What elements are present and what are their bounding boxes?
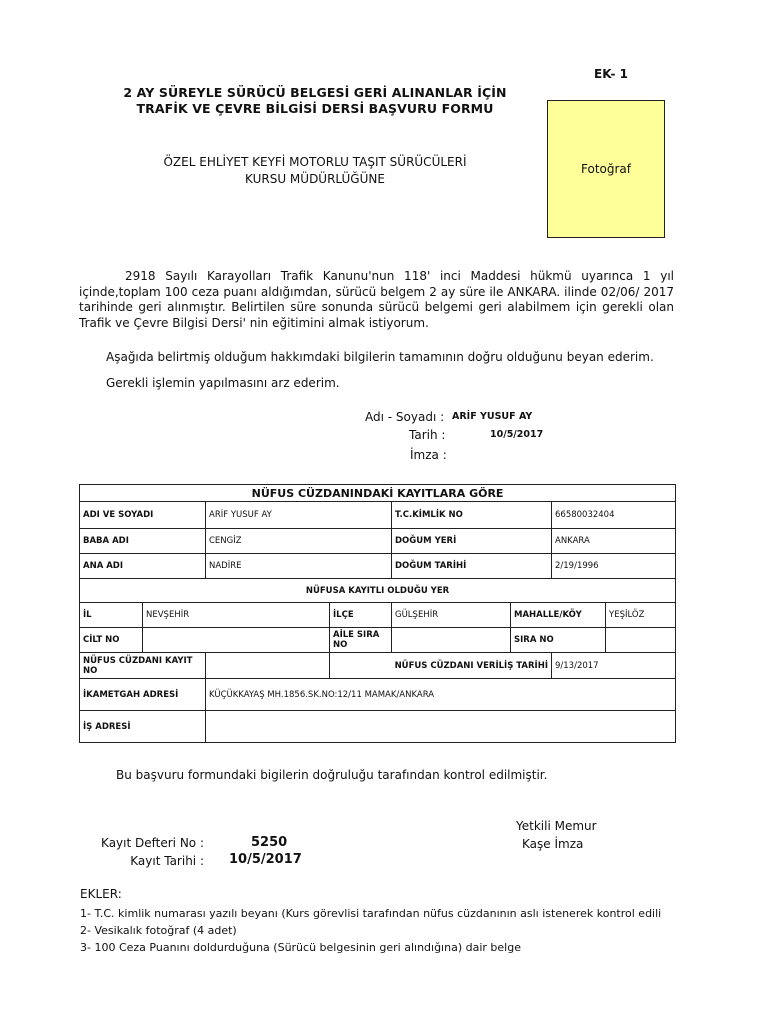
aile-sira-label: AİLE SIRA NO [330,628,392,653]
is-adresi-value [206,711,676,743]
declaration-text: Aşağıda belirtmiş olduğum hakkımdaki bilgilerin tamamının doğru olduğunu beyan ederim. [106,350,654,364]
control-statement: Bu başvuru formundaki bigilerin doğruluğu tarafından kontrol edilmiştir. [116,768,548,782]
ad-soyad-value: ARİF YUSUF AY [206,502,392,529]
table-subtitle: NÜFUSA KAYITLI OLDUĞU YER [80,579,676,603]
cuzdan-kayit-value [206,653,330,679]
form-code: EK- 1 [594,67,628,81]
dogum-yeri-value: ANKARA [552,529,676,554]
ilce-label: İLÇE [330,603,392,628]
mahalle-label: MAHALLE/KÖY [511,603,606,628]
cilt-label: CİLT NO [80,628,143,653]
registry-date-label: Kayıt Tarihi : [130,854,204,868]
mahalle-value: YEŞİLÖZ [606,603,676,628]
aile-sira-value [392,628,511,653]
registry-date-value: 10/5/2017 [229,852,302,867]
addressee-line1: ÖZEL EHLİYET KEYFİ MOTORLU TAŞIT SÜRÜCÜLERİ [163,155,467,169]
tc-value: 66580032404 [552,502,676,529]
tc-label: T.C.KİMLİK NO [392,502,552,529]
photo-box [547,100,665,238]
sira-value [606,628,676,653]
ikamet-label: İKAMETGAH ADRESİ [80,679,206,711]
attachments-heading: EKLER: [80,887,122,901]
form-title-line1: 2 AY SÜREYLE SÜRÜCÜ BELGESİ GERİ ALINANLAR İÇİN [123,85,507,100]
ad-soyad-label: ADI VE SOYADI [80,502,206,529]
dogum-yeri-label: DOĞUM YERİ [392,529,552,554]
form-title-line2: TRAFİK VE ÇEVRE BİLGİSİ DERSİ BAŞVURU FORMU [136,101,494,116]
officer-stamp-signature: Kaşe İmza [522,837,584,851]
registry-book-label: Kayıt Defteri No : [101,836,204,850]
attachment-item: 2- Vesikalık fotoğraf (4 adet) [80,924,237,937]
registry-table [79,484,676,743]
dogum-tarihi-label: DOĞUM TARİHİ [392,554,552,579]
applicant-name-value: ARİF YUSUF AY [452,411,533,422]
applicant-date-label: Tarih : [409,428,446,442]
dogum-tarihi-value: 2/19/1996 [552,554,676,579]
application-paragraph: 2918 Sayılı Karayolları Trafik Kanunu'nun 118' inci Maddesi hükmü uyarınca 1 yıl içinde,toplam 100 ceza puanı aldığımdan, sürücü belgem 2 ay süre ile ANKARA. ilinde 02/06/ 2017 tarihinde geri alınmıştır. Belirtilen süre sonunda sürücü belgemi geri alabilmem için gerekli olan Trafik ve Çevre Bilgisi Dersi' nin eğitimini almak istiyorum. [79,269,674,330]
ikamet-value: KÜÇÜKKAYAŞ MH.1856.SK.NO:12/11 MAMAK/ANKARA [206,679,676,711]
cuzdan-kayit-label: NÜFUS CÜZDANI KAYIT NO [80,653,206,679]
attachment-item: 1- T.C. kimlik numarası yazılı beyanı (Kurs görevlisi tarafından nüfus cüzdanının aslı istenerek kontrol edili [80,907,662,920]
ana-value: NADİRE [206,554,392,579]
addressee-line2: KURSU MÜDÜRLÜĞÜNE [245,172,385,186]
is-adresi-label: İŞ ADRESİ [80,711,206,743]
baba-value: CENGİZ [206,529,392,554]
registry-book-value: 5250 [251,835,288,850]
applicant-signature-label: İmza : [410,448,447,462]
cilt-value [143,628,330,653]
verilis-label: NÜFUS CÜZDANI VERİLİŞ TARİHİ [330,653,552,679]
photo-label: Fotoğraf [581,162,631,176]
baba-label: BABA ADI [80,529,206,554]
applicant-date-value: 10/5/2017 [490,429,544,440]
sira-label: SIRA NO [511,628,606,653]
table-title: NÜFUS CÜZDANINDAKİ KAYITLARA GÖRE [80,485,676,502]
attachment-item: 3- 100 Ceza Puanını doldurduğuna (Sürücü belgesinin geri alındığına) dair belge [80,941,521,954]
il-value: NEVŞEHİR [143,603,330,628]
ana-label: ANA ADI [80,554,206,579]
verilis-value: 9/13/2017 [552,653,676,679]
request-text: Gerekli işlemin yapılmasını arz ederim. [106,376,340,390]
officer-title: Yetkili Memur [516,819,597,833]
ilce-value: GÜLŞEHİR [392,603,511,628]
applicant-name-label: Adı - Soyadı : [365,410,445,424]
il-label: İL [80,603,143,628]
